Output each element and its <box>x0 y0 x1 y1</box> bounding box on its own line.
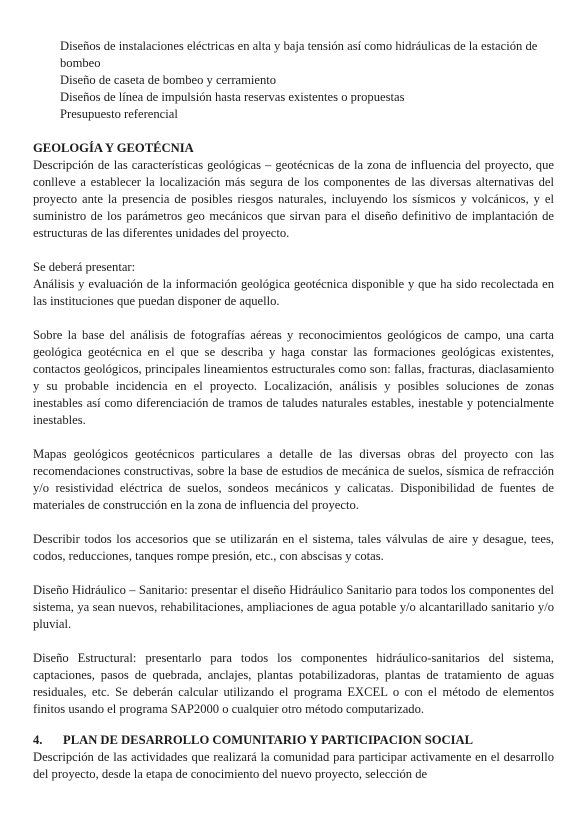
structural-paragraph: Diseño Estructural: presentarlo para todos los componentes hidráulico-sanitarios del sistema, captaciones, pasos de quebrada, anclajes, plantas potabilizadoras, plantas de tratamiento de aguas residuales, etc. Se deberán calcular utilizando el programa EXCEL o con el método de elementos finitos usando el programa SAP2000 o cualquier otro método computarizado. <box>33 651 554 716</box>
hydraulic-paragraph: Diseño Hidráulico – Sanitario: presentar el diseño Hidráulico Sanitario para todos los componentes del sistema, ya sean nuevos, rehabilitaciones, ampliaciones de agua potable y/o alcantarillado sanitario y/o pluvial. <box>33 583 554 631</box>
plan-heading-text: PLAN DE DESARROLLO COMUNITARIO Y PARTICIPACION SOCIAL <box>63 733 474 747</box>
plan-intro-paragraph: Descripción de las actividades que realizará la comunidad para participar activamente en el desarrollo del proyecto, desde la etapa de conocimiento del nuevo proyecto, selección de <box>33 750 554 781</box>
presentar-label: Se deberá presentar: <box>33 260 136 274</box>
accessories-paragraph: Describir todos los accesorios que se utilizarán en el sistema, tales válvulas de aire y desague, tees, codos, reducciones, tanques rompe presión, etc., con abscisas y cotas. <box>33 532 554 563</box>
list-item: Diseño de caseta de bombeo y cerramiento <box>60 73 277 87</box>
geology-heading: GEOLOGÍA Y GEOTÉCNIA <box>33 141 194 155</box>
list-item: Presupuesto referencial <box>60 107 178 121</box>
plan-heading <box>33 732 554 749</box>
photos-paragraph: Sobre la base del análisis de fotografías aéreas y reconocimientos geológicos de campo, una carta geológica geotécnica en el que se describa y haga constar las formaciones geológicas existentes, contactos geológicos, principales lineamientos estructurales como son: fallas, fracturas, diaclasamiento y su probable incidencia en el proyecto. Localización, análisis y posibles soluciones de zonas inestables así como diferenciación de tramos de taludes naturales estables, inestable y potencialmente inestables. <box>33 328 554 427</box>
list-item: Diseños de instalaciones eléctricas en alta y baja tensión así como hidráulicas de la estación de bombeo <box>60 39 538 70</box>
plan-heading-number: 4. <box>33 733 43 747</box>
geology-intro-paragraph: Descripción de las características geológicas – geotécnicas de la zona de influencia del proyecto, que conlleve a establecer la localización más segura de los componentes de las diversas alternativas del proyecto ante la presencia de posibles riesgos naturales, incluyendo los sísmicos y volcánicos, y el suministro de los parámetros geo mecánicos que sirvan para el diseño definitivo de implantación de estructuras de las diferentes unidades del proyecto. <box>33 158 554 240</box>
list-item: Diseños de línea de impulsión hasta reservas existentes o propuestas <box>60 90 405 104</box>
analysis-paragraph: Análisis y evaluación de la información geológica geotécnica disponible y que ha sido recolectada en las instituciones que puedan disponer de aquello. <box>33 277 554 308</box>
deliverables-list <box>60 38 554 123</box>
maps-paragraph: Mapas geológicos geotécnicos particulares a detalle de las diversas obras del proyecto con las recomendaciones constructivas, sobre la base de estudios de mecánica de suelos, sísmica de refracción y/o resistividad eléctrica de suelos, sondeos mecánicos y calicatas. Disponibilidad de fuentes de materiales de construcción en la zona de influencia del proyecto. <box>33 447 554 512</box>
